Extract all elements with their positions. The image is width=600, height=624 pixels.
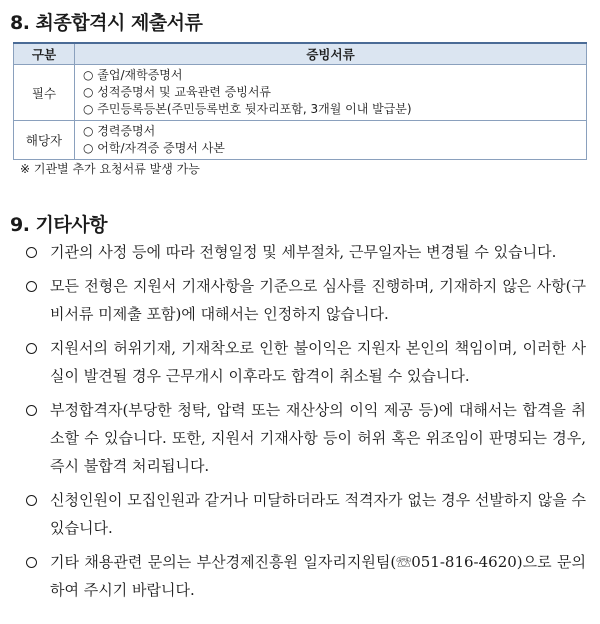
list-item-text: 모든 전형은 지원서 기재사항을 기준으로 심사를 진행하며, 기재하지 않은 사항(구비서류 미제출 포함)에 대해서는 인정하지 않습니다.	[50, 277, 586, 323]
table-row-required	[14, 65, 587, 121]
document-item: ○ 경력증명서	[83, 124, 156, 138]
list-item	[0, 272, 600, 328]
row-category: 해당자	[14, 121, 75, 160]
header-category: 구분	[14, 43, 75, 65]
list-item-text: 기관의 사정 등에 따라 전형일정 및 세부절차, 근무일자는 변경될 수 있습니다.	[50, 243, 557, 261]
document-item: ○ 성적증명서 및 교육관련 증빙서류	[83, 85, 272, 99]
required-documents-table	[13, 42, 587, 160]
list-item	[0, 548, 600, 604]
row-documents	[75, 65, 587, 121]
additional-documents-note: ※ 기관별 추가 요청서류 발생 가능	[20, 162, 200, 176]
section-9-title: 9. 기타사항	[10, 214, 107, 236]
circle-bullet-icon	[26, 405, 37, 416]
circle-bullet-icon	[26, 343, 37, 354]
list-item	[0, 334, 600, 390]
circle-bullet-icon	[26, 495, 37, 506]
list-item	[0, 396, 600, 480]
table-header-row	[14, 43, 587, 65]
list-item	[0, 486, 600, 542]
list-item-text: 신청인원이 모집인원과 같거나 미달하더라도 적격자가 없는 경우 선발하지 않을 수 있습니다.	[50, 491, 586, 537]
row-documents	[75, 121, 587, 160]
document-item: ○ 주민등록등본(주민등록번호 뒷자리포함, 3개월 이내 발급분)	[83, 102, 412, 116]
list-item	[0, 238, 600, 266]
circle-bullet-icon	[26, 247, 37, 258]
row-category: 필수	[14, 65, 75, 121]
circle-bullet-icon	[26, 557, 37, 568]
section-8-title: 8. 최종합격시 제출서류	[10, 12, 203, 34]
document-item: ○ 졸업/재학증명서	[83, 68, 183, 82]
table-row-applicable	[14, 121, 587, 160]
other-notes-list	[0, 238, 600, 610]
list-item-text: 부정합격자(부당한 청탁, 압력 또는 재산상의 이익 제공 등)에 대해서는 합격을 취소할 수 있습니다. 또한, 지원서 기재사항 등이 허위 혹은 위조임이 판명되는 경우, 즉시 불합격 처리됩니다.	[50, 401, 586, 475]
list-item-text: 기타 채용관련 문의는 부산경제진흥원 일자리지원팀(☏051-816-4620)으로 문의하여 주시기 바랍니다.	[50, 553, 586, 599]
header-documents: 증빙서류	[75, 43, 587, 65]
document-item: ○ 어학/자격증 증명서 사본	[83, 141, 225, 155]
circle-bullet-icon	[26, 281, 37, 292]
list-item-text: 지원서의 허위기재, 기재착오로 인한 불이익은 지원자 본인의 책임이며, 이러한 사실이 발견될 경우 근무개시 이후라도 합격이 취소될 수 있습니다.	[50, 339, 586, 385]
